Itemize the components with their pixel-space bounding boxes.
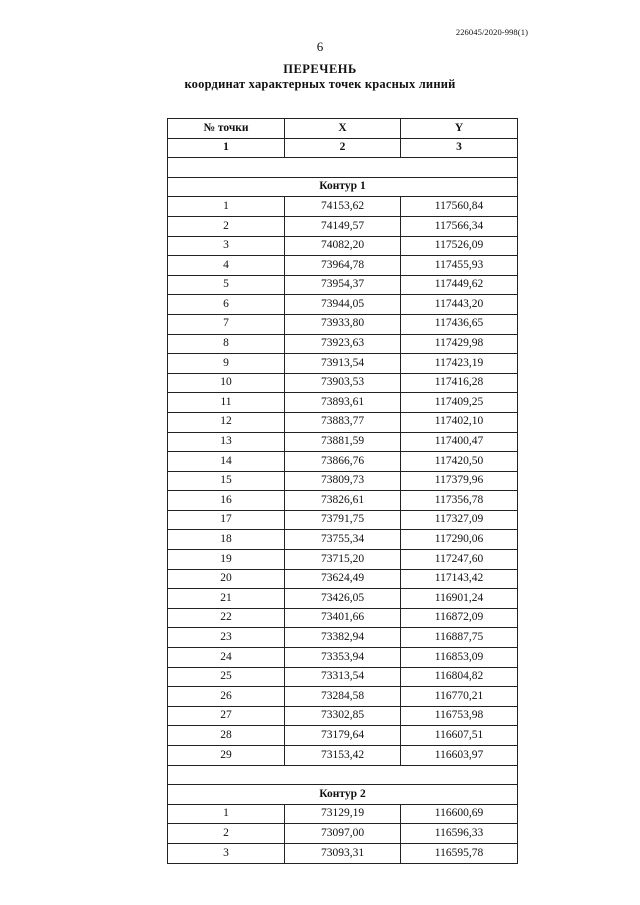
- y-coordinate-cell: 116872,09: [401, 608, 518, 628]
- point-number-cell: 25: [168, 667, 285, 687]
- x-coordinate-cell: 73791,75: [285, 510, 401, 530]
- table-row: [168, 491, 518, 511]
- table-row: [168, 295, 518, 315]
- x-coordinate-cell: 73179,64: [285, 726, 401, 746]
- point-number-cell: 5: [168, 275, 285, 295]
- x-coordinate-cell: 73913,54: [285, 354, 401, 374]
- point-number-cell: 17: [168, 510, 285, 530]
- point-number-cell: 18: [168, 530, 285, 550]
- point-number-cell: 28: [168, 726, 285, 746]
- point-number-cell: 11: [168, 393, 285, 413]
- table-row: [168, 256, 518, 276]
- table-row: [168, 236, 518, 256]
- y-coordinate-cell: 117455,93: [401, 256, 518, 276]
- y-coordinate-cell: 117143,42: [401, 569, 518, 589]
- x-coordinate-cell: 73923,63: [285, 334, 401, 354]
- point-number-cell: 13: [168, 432, 285, 452]
- table-row: [168, 706, 518, 726]
- point-number-cell: 10: [168, 373, 285, 393]
- y-coordinate-cell: 116607,51: [401, 726, 518, 746]
- x-coordinate-cell: 73866,76: [285, 452, 401, 472]
- table-row: [168, 432, 518, 452]
- header-x: X: [285, 119, 401, 139]
- point-number-cell: 4: [168, 256, 285, 276]
- x-coordinate-cell: 73933,80: [285, 314, 401, 334]
- point-number-cell: 27: [168, 706, 285, 726]
- point-number-cell: 19: [168, 550, 285, 570]
- x-coordinate-cell: 73382,94: [285, 628, 401, 648]
- table-header-row: [168, 119, 518, 139]
- table-row: [168, 589, 518, 609]
- table-row: [168, 667, 518, 687]
- table-row: [168, 452, 518, 472]
- spacer-cell: [168, 158, 518, 178]
- y-coordinate-cell: 117247,60: [401, 550, 518, 570]
- y-coordinate-cell: 117526,09: [401, 236, 518, 256]
- y-coordinate-cell: 117429,98: [401, 334, 518, 354]
- table-row: [168, 471, 518, 491]
- x-coordinate-cell: 73093,31: [285, 843, 401, 863]
- x-coordinate-cell: 73284,58: [285, 687, 401, 707]
- point-number-cell: 24: [168, 648, 285, 668]
- point-number-cell: 16: [168, 491, 285, 511]
- y-coordinate-cell: 116804,82: [401, 667, 518, 687]
- x-coordinate-cell: 73755,34: [285, 530, 401, 550]
- table-row: [168, 314, 518, 334]
- x-coordinate-cell: 73097,00: [285, 824, 401, 844]
- y-coordinate-cell: 116596,33: [401, 824, 518, 844]
- y-coordinate-cell: 117416,28: [401, 373, 518, 393]
- table-row: [168, 824, 518, 844]
- table-row: [168, 608, 518, 628]
- y-coordinate-cell: 117423,19: [401, 354, 518, 374]
- document-title: ПЕРЕЧЕНЬ: [283, 62, 357, 76]
- table-row: [168, 373, 518, 393]
- x-coordinate-cell: 73153,42: [285, 746, 401, 766]
- point-number-cell: 29: [168, 746, 285, 766]
- y-coordinate-cell: 117449,62: [401, 275, 518, 295]
- x-coordinate-cell: 73624,49: [285, 569, 401, 589]
- point-number-cell: 23: [168, 628, 285, 648]
- point-number-cell: 2: [168, 824, 285, 844]
- y-coordinate-cell: 117409,25: [401, 393, 518, 413]
- x-coordinate-cell: 73302,85: [285, 706, 401, 726]
- point-number-cell: 21: [168, 589, 285, 609]
- section-spacer: [168, 158, 518, 178]
- y-coordinate-cell: 117436,65: [401, 314, 518, 334]
- table-row: [168, 628, 518, 648]
- document-number: 226045/2020-998(1): [455, 27, 528, 37]
- contour-label: Контур 2: [168, 785, 518, 805]
- table-row: [168, 354, 518, 374]
- table-row: [168, 726, 518, 746]
- point-number-cell: 7: [168, 314, 285, 334]
- x-coordinate-cell: 73426,05: [285, 589, 401, 609]
- y-coordinate-cell: 116887,75: [401, 628, 518, 648]
- x-coordinate-cell: 74153,62: [285, 197, 401, 217]
- point-number-cell: 2: [168, 216, 285, 236]
- table-row: [168, 275, 518, 295]
- y-coordinate-cell: 117566,34: [401, 216, 518, 236]
- point-number-cell: 14: [168, 452, 285, 472]
- table-row: [168, 216, 518, 236]
- column-index-row: [168, 138, 518, 158]
- column-index: 2: [285, 138, 401, 158]
- x-coordinate-cell: 73401,66: [285, 608, 401, 628]
- y-coordinate-cell: 116853,09: [401, 648, 518, 668]
- point-number-cell: 15: [168, 471, 285, 491]
- y-coordinate-cell: 117443,20: [401, 295, 518, 315]
- table-row: [168, 393, 518, 413]
- table-row: [168, 843, 518, 863]
- y-coordinate-cell: 117402,10: [401, 412, 518, 432]
- x-coordinate-cell: 73881,59: [285, 432, 401, 452]
- x-coordinate-cell: 73883,77: [285, 412, 401, 432]
- y-coordinate-cell: 116600,69: [401, 804, 518, 824]
- y-coordinate-cell: 117379,96: [401, 471, 518, 491]
- table-body: [168, 138, 518, 863]
- y-coordinate-cell: 117356,78: [401, 491, 518, 511]
- x-coordinate-cell: 73313,54: [285, 667, 401, 687]
- y-coordinate-cell: 116901,24: [401, 589, 518, 609]
- table-row: [168, 334, 518, 354]
- spacer-cell: [168, 765, 518, 785]
- page-number: 6: [316, 39, 324, 54]
- x-coordinate-cell: 73903,53: [285, 373, 401, 393]
- table-row: [168, 412, 518, 432]
- header-point-number: № точки: [168, 119, 285, 139]
- y-coordinate-cell: 116770,21: [401, 687, 518, 707]
- contour-header-row: [168, 177, 518, 197]
- coordinates-table: [167, 118, 518, 864]
- point-number-cell: 3: [168, 843, 285, 863]
- table-row: [168, 197, 518, 217]
- y-coordinate-cell: 117560,84: [401, 197, 518, 217]
- x-coordinate-cell: 73964,78: [285, 256, 401, 276]
- y-coordinate-cell: 117290,06: [401, 530, 518, 550]
- table-row: [168, 550, 518, 570]
- document-subtitle: координат характерных точек красных линий: [184, 77, 456, 91]
- y-coordinate-cell: 116595,78: [401, 843, 518, 863]
- y-coordinate-cell: 117400,47: [401, 432, 518, 452]
- point-number-cell: 20: [168, 569, 285, 589]
- table-row: [168, 530, 518, 550]
- y-coordinate-cell: 117327,09: [401, 510, 518, 530]
- x-coordinate-cell: 73129,19: [285, 804, 401, 824]
- point-number-cell: 26: [168, 687, 285, 707]
- table-row: [168, 569, 518, 589]
- x-coordinate-cell: 73954,37: [285, 275, 401, 295]
- point-number-cell: 3: [168, 236, 285, 256]
- table-row: [168, 687, 518, 707]
- y-coordinate-cell: 116603,97: [401, 746, 518, 766]
- x-coordinate-cell: 73826,61: [285, 491, 401, 511]
- section-spacer: [168, 765, 518, 785]
- x-coordinate-cell: 73944,05: [285, 295, 401, 315]
- table-row: [168, 804, 518, 824]
- x-coordinate-cell: 74149,57: [285, 216, 401, 236]
- point-number-cell: 1: [168, 197, 285, 217]
- table-row: [168, 746, 518, 766]
- point-number-cell: 22: [168, 608, 285, 628]
- point-number-cell: 12: [168, 412, 285, 432]
- x-coordinate-cell: 73353,94: [285, 648, 401, 668]
- x-coordinate-cell: 73809,73: [285, 471, 401, 491]
- x-coordinate-cell: 73715,20: [285, 550, 401, 570]
- column-index: 1: [168, 138, 285, 158]
- x-coordinate-cell: 73893,61: [285, 393, 401, 413]
- y-coordinate-cell: 116753,98: [401, 706, 518, 726]
- column-index: 3: [401, 138, 518, 158]
- point-number-cell: 6: [168, 295, 285, 315]
- point-number-cell: 1: [168, 804, 285, 824]
- point-number-cell: 8: [168, 334, 285, 354]
- header-y: Y: [401, 119, 518, 139]
- x-coordinate-cell: 74082,20: [285, 236, 401, 256]
- table-row: [168, 510, 518, 530]
- point-number-cell: 9: [168, 354, 285, 374]
- contour-label: Контур 1: [168, 177, 518, 197]
- y-coordinate-cell: 117420,50: [401, 452, 518, 472]
- table-row: [168, 648, 518, 668]
- contour-header-row: [168, 785, 518, 805]
